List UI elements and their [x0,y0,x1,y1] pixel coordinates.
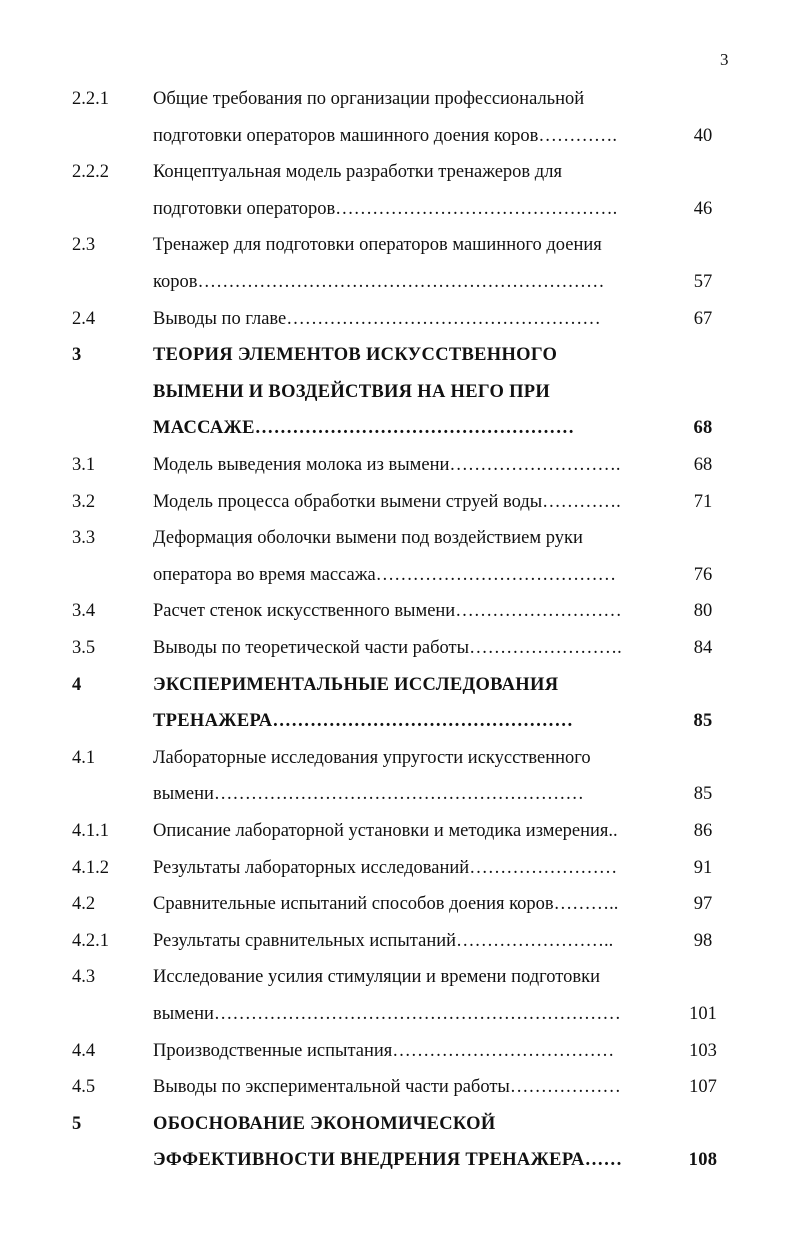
toc-entry-number: 4.2.1 [72,930,109,951]
toc-entry-number: 5 [72,1113,82,1134]
toc-entry-number: 3 [72,345,82,366]
toc-entry-page: 46 [693,198,713,219]
toc-line [0,267,795,297]
toc-line [0,1145,795,1175]
toc-entry-text: ТЕОРИЯ ЭЛЕМЕНТОВ ИСКУССТВЕННОГО [153,345,558,366]
toc-entry-text: Модель процесса обработки вымени струей воды…………. [153,491,621,512]
toc-entry-number: 2.2.2 [72,162,109,183]
toc-entry-text: Результаты сравнительных испытаний…………………….. [153,930,614,951]
toc-entry-text: ОБОСНОВАНИЕ ЭКОНОМИЧЕСКОЙ [153,1113,496,1134]
toc-entry-text: Результаты лабораторных исследований…………………… [153,857,618,878]
toc-line [0,487,795,517]
toc-entry-page: 103 [689,1040,717,1061]
toc-entry-text: Выводы по теоретической части работы……………………. [153,638,622,658]
toc-line [0,121,795,151]
toc-line [0,816,795,846]
toc-line [0,706,795,736]
toc-entry-text: ЭФФЕКТИВНОСТИ ВНЕДРЕНИЯ ТРЕНАЖЕРА…… [153,1150,623,1171]
toc-line [0,377,795,407]
toc-entry-page: 67 [693,308,713,329]
toc-line [0,84,795,114]
toc-entry-text: вымени…………………………………………………… [153,784,584,805]
toc-line [0,340,795,370]
toc-entry-number: 3.3 [72,528,96,549]
toc-entry-number: 4.5 [72,1077,96,1098]
toc-entry-text: Выводы по главе…………………………………………… [153,308,601,329]
toc-line [0,1072,795,1102]
toc-entry-page: 84 [693,638,713,658]
toc-entry-page: 85 [693,784,713,805]
toc-entry-text: оператора во время массажа………………………………… [153,564,617,585]
toc-entry-number: 3.2 [72,491,96,512]
toc-entry-text: подготовки операторов машинного доения коров…………. [153,125,617,146]
toc-entry-number: 3.5 [72,638,96,658]
toc-entry-number: 4.1.1 [72,821,109,841]
toc-entry-page: 108 [688,1150,718,1171]
toc-entry-number: 2.3 [72,235,96,256]
toc-entry-page: 68 [693,418,713,439]
toc-entry-page: 76 [693,564,713,585]
toc-line [0,889,795,919]
toc-entry-text: подготовки операторов………………………………………. [153,198,618,219]
toc-entry-number: 2.4 [72,308,96,329]
toc-line [0,230,795,260]
toc-line [0,523,795,553]
toc-line [0,560,795,590]
toc-entry-number: 4.4 [72,1040,96,1061]
toc-entry-text: Сравнительные испытаний способов доения коров……….. [153,894,619,915]
toc-entry-page: 68 [693,455,713,475]
toc-entry-number: 4.2 [72,894,96,915]
toc-line [0,926,795,956]
toc-entry-text: ЭКСПЕРИМЕНТАЛЬНЫЕ ИССЛЕДОВАНИЯ [153,674,559,695]
toc-entry-text: Деформация оболочки вымени под воздействием руки [153,528,583,549]
toc-entry-number: 3.1 [72,455,96,475]
toc-entry-page: 107 [689,1077,717,1098]
toc-entry-text: ТРЕНАЖЕРА………………………………………… [153,711,574,732]
toc-entry-text: Модель выведения молока из вымени………………………. [153,455,621,475]
toc-entry-text: Общие требования по организации профессиональной [153,89,585,109]
toc-line [0,1036,795,1066]
toc-line [0,304,795,334]
toc-entry-page: 97 [693,894,713,915]
toc-entry-text: Лабораторные исследования упругости искусственного [153,747,591,768]
toc-entry-number: 4.1.2 [72,857,109,878]
toc-entry-text: Расчет стенок искусственного вымени……………………… [153,601,622,622]
toc-entry-page: 57 [693,272,713,292]
toc-entry-number: 4.3 [72,967,96,988]
toc-entry-page: 86 [693,821,713,841]
toc-entry-page: 40 [693,125,713,146]
toc-entry-number: 4 [72,674,82,695]
toc-line [0,596,795,626]
toc-entry-page: 98 [693,930,713,951]
toc-line [0,1109,795,1139]
toc-entry-number: 2.2.1 [72,89,109,109]
page-number: 3 [720,50,729,69]
toc-line [0,853,795,883]
toc-line [0,157,795,187]
toc-line [0,194,795,224]
toc-entry-text: Производственные испытания……………………………… [153,1040,615,1061]
toc-entry-text: Концептуальная модель разработки тренажеров для [153,162,562,183]
toc-entry-page: 101 [689,1004,717,1024]
toc-line [0,779,795,809]
toc-line [0,962,795,992]
toc-entry-text: Описание лабораторной установки и методика измерения.. [153,821,618,841]
toc-entry-text: вымени………………………………………………………… [153,1004,621,1024]
toc-entry-page: 85 [693,711,713,732]
toc-entry-text: коров………………………………………………………… [153,272,605,292]
toc-entry-text: Исследование усилия стимуляции и времени подготовки [153,967,600,988]
toc-entry-text: ВЫМЕНИ И ВОЗДЕЙСТВИЯ НА НЕГО ПРИ [153,381,551,402]
toc-line [0,413,795,443]
toc-entry-page: 80 [693,601,713,622]
toc-entry-number: 3.4 [72,601,96,622]
toc-line [0,999,795,1029]
toc-entry-text: Выводы по экспериментальной части работы……………… [153,1077,621,1098]
toc-entry-page: 71 [693,491,713,512]
toc-line [0,743,795,773]
toc-entry-page: 91 [693,857,713,878]
toc-line [0,450,795,480]
toc-line [0,670,795,700]
toc-entry-number: 4.1 [72,747,96,768]
toc-entry-text: МАССАЖЕ…………………………………………… [153,418,575,439]
toc-entry-text: Тренажер для подготовки операторов машинного доения [153,235,602,256]
toc-line [0,633,795,663]
